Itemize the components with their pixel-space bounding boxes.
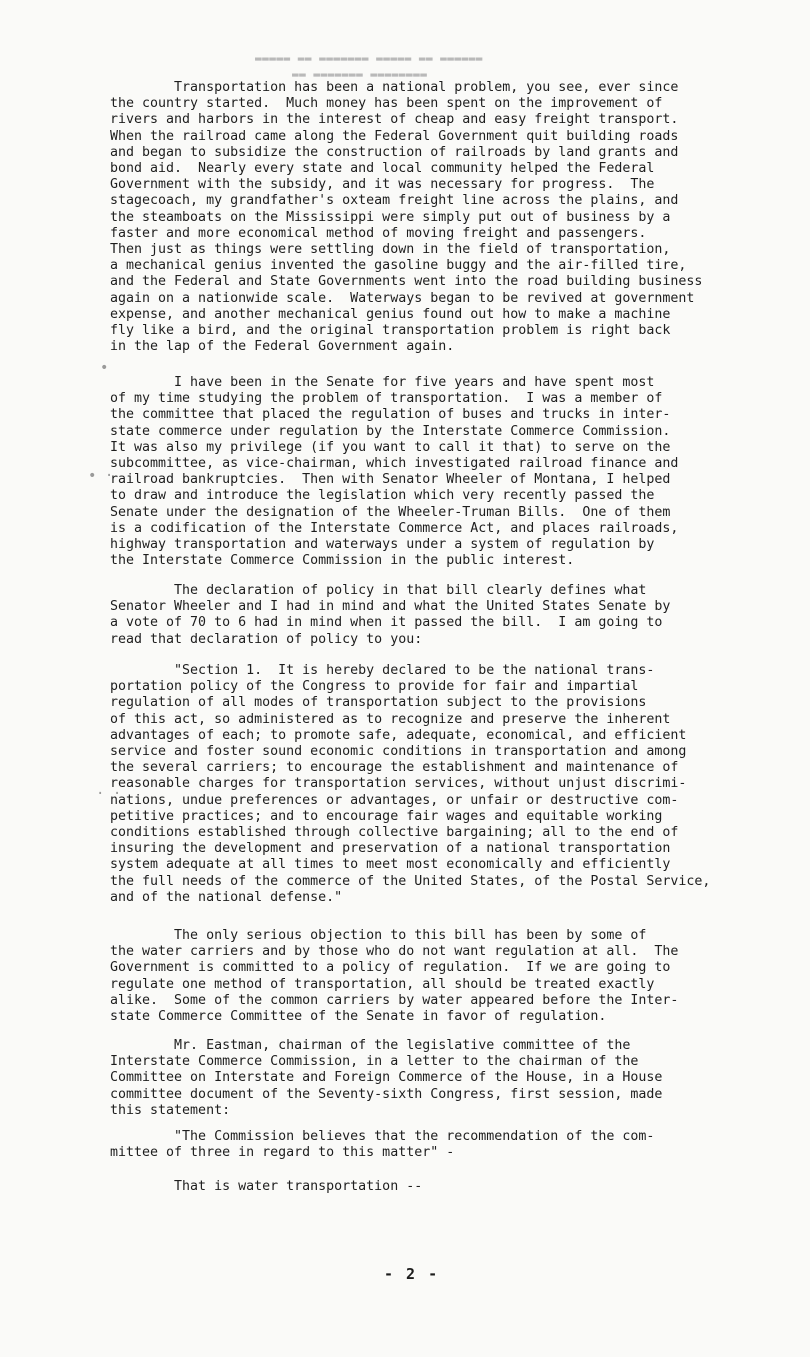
paragraph-objection: The only serious objection to this bill has been by some of the water carriers and by those who do not want regulation at all. The Government is committed to a policy of regulation. If we are going to regulate one method of transportation, all should be treated exactly alike. Some of the common carriers by water appeared before the Inter- state Commerce Committee of the Senate in favor of regulation. (110, 928, 679, 1025)
paragraph-commission-quote: "The Commission believes that the recommendation of the com- mittee of three in regard to this matter" - (110, 1129, 655, 1161)
paragraph-section-1-quote: "Section 1. It is hereby declared to be the national trans- portation policy of the Congress to provide for fair and impartial regulation of all modes of transportation subject to the provisions of this act, so administered as to recognize and preserve the inherent advantages of each; to promote safe, adequate, economical, and efficient service and foster sound economic conditions in transportation and among the several carriers; to encourage the establishment and maintenance of reasonable charges for transportation services, without unjust discrimi- nations, undue preferences or advantages, or unfair or destructive com- petitive practices; and to encourage fair wages and equitable working conditions established through collective bargaining; all to the end of insuring the development and preservation of a national transportation system adequate at all times to meet most economically and efficiently the full needs of the commerce of the United States, of the Postal Service, and of the national defense." (110, 663, 711, 905)
bleed-through-text: ▬▬▬▬▬ ▬▬ ▬▬▬▬▬▬▬ ▬▬▬▬▬ ▬▬ ▬▬▬▬▬▬ (255, 52, 483, 65)
paragraph-eastman: Mr. Eastman, chairman of the legislative committee of the Interstate Commerce Commission, in a letter to the chairman of the Committee on Interstate and Foreign Commerce of the House, in a House committee document of the Seventy-sixth Congress, first session, made this statement: (110, 1038, 663, 1118)
margin-mark: • · (88, 468, 114, 484)
paragraph-declaration-intro: The declaration of policy in that bill clearly defines what Senator Wheeler and I had in mind and what the United States Senate by a vote of 70 to 6 had in mind when it passed the bill. I am going to read that declaration of policy to you: (110, 583, 671, 647)
paragraph-history: Transportation has been a national problem, you see, ever since the country started. Much money has been spent on the improvement of rivers and harbors in the interest of cheap and easy freight transport. When the railroad came along the Federal Government quit building roads and began to subsidize the construction of railroads by land grants and bond aid. Nearly every state and local community helped the Federal Government with the subsidy, and it was necessary for progress. The stagecoach, my grandfather's oxteam freight line across the plains, and the steamboats on the Mississippi were simply put out of business by a faster and more economical method of moving freight and passengers. Then just as things were settling down in the field of transportation, a mechanical genius invented the gasoline buggy and the air-filled tire, and the Federal and State Governments went into the road building business again on a nationwide scale. Waterways began to be revived at government expense, and another mechanical genius found out how to make a machine fly like a bird, and the original transportation problem is right back in the lap of the Federal Government again. (110, 80, 703, 355)
bleed-through-text: ▬▬ ▬▬▬▬▬▬▬ ▬▬▬▬▬▬▬▬ (292, 68, 428, 81)
margin-mark: · · (96, 786, 122, 802)
page-number: - 2 - (384, 1265, 440, 1283)
paragraph-senate-work: I have been in the Senate for five years and have spent most of my time studying the problem of transportation. I was a member of the committee that placed the regulation of buses and trucks in inter- state commerce under regulation by the Interstate Commerce Commission. It was also my privilege (if you want to call it that) to serve on the subcommittee, as vice-chairman, which investigated railroad finance and railroad bankruptcies. Then with Senator Wheeler of Montana, I helped to draw and introduce the legislation which very recently passed the Senate under the designation of the Wheeler-Truman Bills. One of them is a codification of the Interstate Commerce Act, and places railroads, highway transportation and waterways under a system of regulation by the Interstate Commerce Commission in the public interest. (110, 375, 679, 569)
paragraph-water-transportation: That is water transportation -- (110, 1179, 423, 1194)
margin-mark: • (100, 360, 109, 376)
